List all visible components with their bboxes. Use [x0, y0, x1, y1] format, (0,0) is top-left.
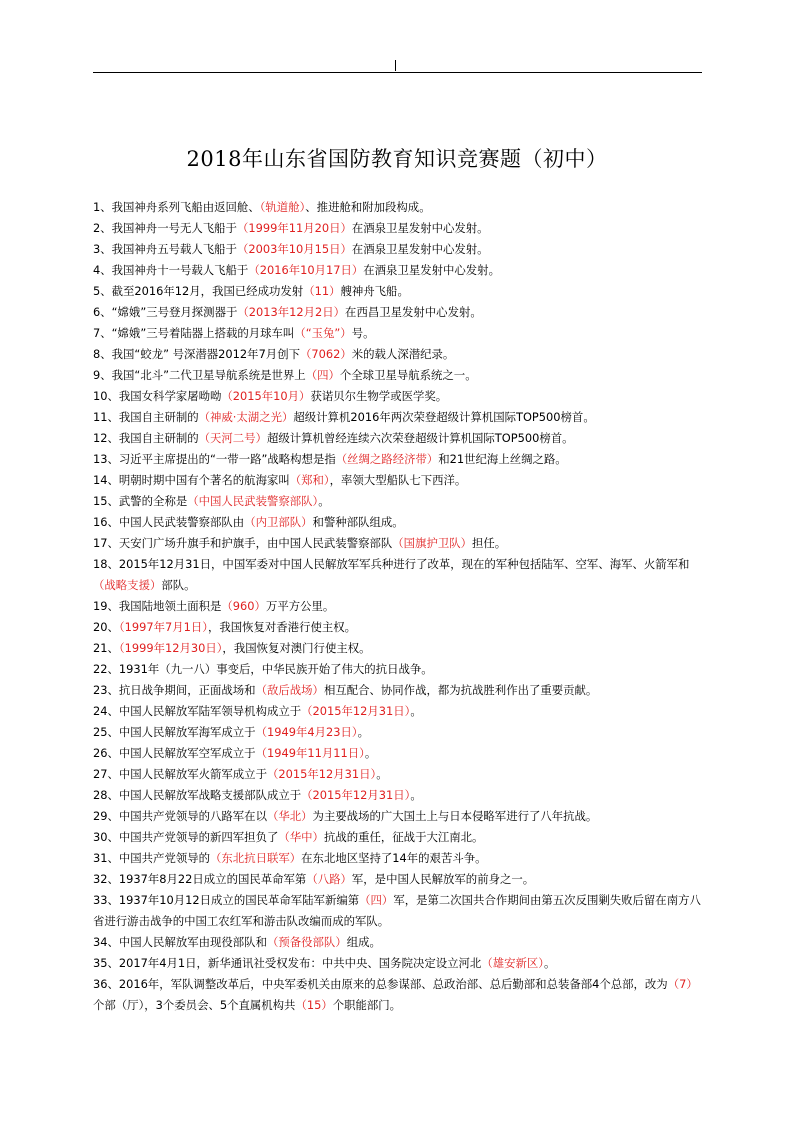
question-text: 米的载人深潜纪录。	[351, 347, 455, 361]
question-item	[93, 323, 705, 344]
question-item	[93, 449, 705, 470]
question-text: 和21世纪海上丝绸之路。	[438, 452, 567, 466]
question-text: 个部（厅），3个委员会、5个直属机构共	[93, 998, 296, 1012]
question-text: 部队。	[161, 578, 196, 592]
question-item	[93, 974, 705, 1016]
question-text: 23、抗日战争期间，正面战场和	[93, 683, 256, 697]
question-text: 25、中国人民解放军海军成立于	[93, 725, 256, 739]
answer-text: （郑和）	[289, 473, 330, 487]
question-text: 11、我国自主研制的	[93, 410, 199, 424]
question-text: ，率领大型船队七下西洋。	[329, 473, 467, 487]
question-item	[93, 890, 705, 932]
question-item	[93, 260, 705, 281]
question-item	[93, 806, 705, 827]
question-text: 3、我国神舟五号载人飞船于	[93, 242, 237, 256]
question-item	[93, 932, 705, 953]
question-text: 在西昌卫星发射中心发射。	[345, 305, 482, 319]
question-text: 29、中国共产党领导的八路军在以	[93, 809, 267, 823]
question-item	[93, 302, 705, 323]
answer-text: （2015年12月31日）	[266, 767, 377, 781]
answer-text: （东北抗日联军）	[210, 851, 302, 865]
question-text: 32、1937年8月22日成立的国民革命军第	[93, 872, 307, 886]
question-item	[93, 533, 705, 554]
question-item	[93, 953, 705, 974]
question-text: 个全球卫星导航系统之一。	[339, 368, 477, 382]
question-text: 24、中国人民解放军陆军领导机构成立于	[93, 704, 302, 718]
header-rule	[93, 72, 702, 73]
question-text: 27、中国人民解放军火箭军成立于	[93, 767, 267, 781]
question-text: 获诺贝尔生物学或医学奖。	[310, 389, 448, 403]
question-text: 4、我国神舟十一号载人飞船于	[93, 263, 249, 277]
question-text: 21、	[93, 641, 119, 655]
answer-text: （中国人民武装警察部队）	[187, 494, 319, 508]
question-text: 担任。	[472, 536, 507, 550]
question-text: 34、中国人民解放军由现役部队和	[93, 935, 267, 949]
question-item	[93, 239, 705, 260]
question-item	[93, 764, 705, 785]
question-item	[93, 554, 705, 596]
question-text: 。	[318, 494, 330, 508]
question-text: 30、中国共产党领导的新四军担负了	[93, 830, 279, 844]
question-text: 。	[410, 704, 422, 718]
question-text: 为主要战场的广大国土上与日本侵略军进行了八年抗战。	[312, 809, 598, 823]
question-text: 和警种部队组成。	[312, 515, 404, 529]
question-text: ，我国恢复对香港行使主权。	[207, 620, 357, 634]
answer-text: （“玉兔”）	[294, 326, 352, 340]
question-item	[93, 848, 705, 869]
question-text: 5、截至2016年12月，我国已经成功发射	[93, 284, 304, 298]
answer-text: （战略支援）	[93, 578, 162, 592]
question-item	[93, 365, 705, 386]
question-text: 16、中国人民武装警察部队由	[93, 515, 245, 529]
question-text: 9、我国“北斗”二代卫星导航系统是世界上	[93, 368, 306, 382]
answer-text: （神威·太湖之光）	[198, 410, 294, 424]
question-text: 7、“嫦娥”三号着陆器上搭载的月球车叫	[93, 326, 295, 340]
question-text: 。	[410, 788, 422, 802]
question-text: 。	[357, 725, 369, 739]
question-item	[93, 218, 705, 239]
question-text: 26、中国人民解放军空军成立于	[93, 746, 256, 760]
question-item	[93, 680, 705, 701]
answer-text: （1949年11月11日）	[255, 746, 365, 760]
question-text: 1、我国神舟系列飞船由返回舱、	[93, 200, 260, 214]
question-text: 8、我国“蛟龙” 号深潜器2012年7月创下	[93, 347, 300, 361]
question-text: 。	[364, 746, 377, 760]
answer-text: （敌后战场）	[255, 683, 324, 697]
answer-text: （2003年10月15日）	[236, 242, 352, 256]
question-text: 抗战的重任，征战于大江南北。	[323, 830, 484, 844]
answer-text: （7062）	[299, 347, 352, 361]
question-list	[93, 197, 705, 1016]
question-text: 22、1931年（九一八）事变后，中华民族开始了伟大的抗日战争。	[93, 662, 433, 676]
question-item	[93, 827, 705, 848]
answer-text: （7）	[667, 977, 698, 991]
question-item	[93, 596, 705, 617]
answer-text: （华中）	[278, 830, 324, 844]
question-text: 在酒泉卫星发射中心发射。	[351, 221, 489, 235]
answer-text: （1999年12月30日）	[118, 641, 223, 655]
answer-text: （轨道舱）	[259, 200, 306, 214]
answer-text: （丝绸之路经济带）	[335, 452, 439, 466]
question-item	[93, 659, 705, 680]
question-text: 在酒泉卫星发射中心发射。	[351, 242, 489, 256]
question-text: 。	[543, 956, 556, 970]
answer-text: （2013年12月2日）	[237, 305, 346, 319]
question-text: 28、中国人民解放军战略支援部队成立于	[93, 788, 302, 802]
question-text: 军，是中国人民解放军的前身之一。	[351, 872, 535, 886]
question-text: 。	[376, 767, 388, 781]
question-text: 14、明朝时期中国有个著名的航海家叫	[93, 473, 290, 487]
answer-text: （11）	[303, 284, 341, 298]
question-text: ，我国恢复对澳门行使主权。	[222, 641, 371, 655]
answer-text: （四）	[359, 893, 394, 907]
question-item	[93, 785, 705, 806]
question-item	[93, 428, 705, 449]
answer-text: （八路）	[306, 872, 352, 886]
answer-text: （1997年7月1日）	[118, 620, 208, 634]
answer-text: （四）	[305, 368, 340, 382]
question-item	[93, 701, 705, 722]
question-item	[93, 869, 705, 890]
answer-text: （1949年4月23日）	[255, 725, 358, 739]
question-text: 15、武警的全称是	[93, 494, 188, 508]
answer-text: （2015年12月31日）	[301, 704, 411, 718]
question-text: 在东北地区坚持了14年的艰苦斗争。	[301, 851, 487, 865]
question-text: 10、我国女科学家屠呦呦	[93, 389, 222, 403]
question-text: 相互配合、协同作战，都为抗战胜利作出了重要贡献。	[323, 683, 598, 697]
question-item	[93, 617, 705, 638]
question-item	[93, 722, 705, 743]
question-text: 20、	[93, 620, 119, 634]
answer-text: （2016年10月17日）	[248, 263, 364, 277]
answer-text: （2015年12月31日）	[301, 788, 411, 802]
question-text: 12、我国自主研制的	[93, 431, 199, 445]
question-text: 个职能部门。	[332, 998, 402, 1012]
question-item	[93, 491, 705, 512]
question-item	[93, 386, 705, 407]
answer-text: （天河二号）	[198, 431, 267, 445]
question-text: 36、2016年，军队调整改革后，中央军委机关由原来的总参谋部、总政治部、总后勤部和总装备部4个总部，改为	[93, 977, 668, 991]
answer-text: （2015年10月）	[221, 389, 311, 403]
answer-text: （国旗护卫队）	[392, 536, 473, 550]
question-text: 万平方公里。	[265, 599, 335, 613]
question-text: 、推进舱和附加段构成。	[305, 200, 431, 214]
question-text: 艘神舟飞船。	[340, 284, 409, 298]
question-item	[93, 407, 705, 428]
question-text: 19、我国陆地领土面积是	[93, 599, 222, 613]
header-mark	[395, 60, 396, 71]
answer-text: （960）	[221, 599, 266, 613]
answer-text: （15）	[295, 998, 333, 1012]
question-text: 军，是第二次国共合作期间由第五次反围剿失败后留在南方八省进行游击战争的中国工农红军和游击队改编而成的军队。	[93, 893, 701, 928]
question-item	[93, 512, 705, 533]
answer-text: （雄安新区）	[481, 956, 544, 970]
question-item	[93, 470, 705, 491]
question-text: 2、我国神舟一号无人飞船于	[93, 221, 237, 235]
question-text: 超级计算机2016年两次荣登超级计算机国际TOP500榜首。	[293, 410, 595, 424]
page-title: 2018年山东省国防教育知识竞赛题（初中）	[186, 147, 608, 171]
question-item	[93, 743, 705, 764]
question-text: 在酒泉卫星发射中心发射。	[363, 263, 500, 277]
answer-text: （华北）	[266, 809, 313, 823]
question-item	[93, 638, 705, 659]
question-text: 组成。	[346, 935, 381, 949]
question-text: 6、“嫦娥”三号登月探测器于	[93, 305, 238, 319]
question-text: 17、天安门广场升旗手和护旗手，由中国人民武装警察部队	[93, 536, 393, 550]
question-text: 18、2015年12月31日，中国军委对中国人民解放军军兵种进行了改革，现在的军种包括陆军、空军、海军、火箭军和	[93, 557, 690, 571]
answer-text: （预备役部队）	[266, 935, 347, 949]
question-item	[93, 197, 705, 218]
answer-text: （1999年11月20日）	[236, 221, 352, 235]
question-text: 31、中国共产党领导的	[93, 851, 211, 865]
question-item	[93, 344, 705, 365]
question-text: 35、2017年4月1日，新华通讯社受权发布：中共中央、国务院决定设立河北	[93, 956, 482, 970]
question-text: 33、1937年10月12日成立的国民革命军陆军新编第	[93, 893, 360, 907]
question-text: 超级计算机曾经连续六次荣登超级计算机国际TOP500榜首。	[266, 431, 574, 445]
question-text: 号。	[351, 326, 375, 340]
answer-text: （内卫部队）	[244, 515, 313, 529]
question-text: 13、习近平主席提出的“一带一路”战略构想是指	[93, 452, 336, 466]
question-item	[93, 281, 705, 302]
